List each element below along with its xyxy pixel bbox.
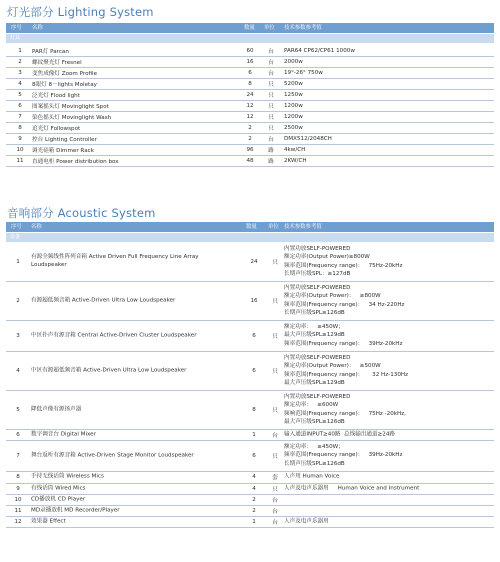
cell-name: 追光灯 Followspot	[32, 125, 81, 132]
table-row	[6, 281, 494, 321]
table-row	[6, 320, 494, 352]
cell-name: PAR灯 Parcan	[32, 48, 69, 55]
cell-name: 舞台返听有源音箱 Active-Driven Stage Monitor Loudspeaker	[31, 452, 194, 459]
cell-spec	[284, 283, 404, 317]
cell-name: 效果器 Effect	[31, 518, 66, 525]
cell-unit: 台	[268, 59, 274, 66]
cell-spec: 1200w	[284, 102, 303, 109]
cell-qty: 2	[248, 135, 252, 142]
cell-spec: 5200w	[284, 80, 303, 87]
spec-line: 频率范围(Frequency range)： 32 Hz-130Hz	[284, 371, 409, 378]
cell-no: 11	[14, 507, 22, 514]
table-row	[6, 242, 494, 282]
lighting-table-header	[6, 23, 494, 33]
spec-line: 长期声压级SPL≥126dB	[284, 310, 345, 317]
cell-no: 8	[18, 124, 22, 131]
lighting-section-title: 灯光部分 Lighting System	[7, 5, 154, 19]
spec-line: 人声用 Human Voice	[284, 473, 340, 480]
cell-spec: 4kw/CH	[284, 146, 306, 153]
cell-qty: 60	[246, 47, 254, 54]
cell-qty: 24	[246, 91, 254, 98]
cell-qty: 6	[252, 367, 256, 374]
cell-name: 调光硅箱 Dimmer Rack	[32, 147, 94, 154]
cell-qty: 8	[252, 406, 256, 413]
cell-qty: 16	[246, 58, 254, 65]
cell-qty: 12	[246, 113, 254, 120]
cell-name: CD播放机 CD Player	[31, 496, 86, 503]
header-name: 名称	[32, 25, 43, 31]
cell-no: 8	[16, 474, 20, 480]
cell-qty: 12	[246, 102, 254, 109]
cell-name: 降低声像有源扬声器	[31, 406, 82, 413]
header-unit: 单位	[268, 224, 279, 230]
spec-line: 最大声压级SPL≥129dB	[284, 380, 345, 387]
table-row	[6, 390, 494, 430]
cell-spec	[284, 443, 402, 469]
cell-qty: 24	[250, 258, 258, 265]
cell-spec: PAR64 CP62/CP61 1000w	[284, 47, 355, 54]
spec-line: 内置功放SELF-POWERED	[284, 354, 351, 361]
cell-name: 有源全频线性阵列音箱 Active Driven Full Frequency Line Array Loudspeaker	[31, 253, 199, 269]
spec-line: 额定功率(Output Power)≥800W	[284, 253, 370, 260]
cell-no: 1	[18, 47, 22, 54]
cell-name: 中区扑声有源音箱 Central Active-Driven Cluster Loudspeaker	[31, 332, 197, 339]
header-unit: 单位	[264, 25, 275, 31]
cell-unit: 只	[268, 114, 274, 121]
spec-line: 长期声压级SPL：≥127dB	[284, 271, 351, 278]
cell-name: 中区有源超低频音箱 Active-Driven Ultra Low Loudspeaker	[31, 367, 187, 374]
header-no: 序号	[11, 25, 22, 31]
cell-no: 5	[16, 406, 20, 413]
cell-spec: 2KW/CH	[284, 157, 307, 164]
cell-unit: 只	[272, 368, 278, 375]
cell-no: 7	[18, 113, 22, 120]
spec-line: 长期声压级SPL≥126dB	[284, 460, 345, 467]
spec-line: 额定功率(Output Power)： ≥800W	[284, 292, 381, 299]
cell-qty: 2	[248, 124, 252, 131]
spec-line: 内置功放SELF-POWERED	[284, 284, 351, 291]
cell-spec	[284, 430, 395, 439]
cell-name: 控台 Lighting Controller	[32, 136, 97, 143]
cell-name: 直通电柜 Power distribution box	[32, 158, 119, 165]
cell-unit: 路	[268, 147, 274, 154]
cell-qty: 1	[252, 431, 256, 438]
cell-unit: 只	[272, 407, 278, 414]
cell-qty: 6	[252, 332, 256, 339]
cell-no: 9	[16, 485, 20, 492]
cell-no: 2	[16, 297, 20, 304]
cell-unit: 台	[272, 432, 278, 439]
acoustic-section-title: 音响部分 Acoustic System	[7, 206, 156, 220]
cell-unit: 台	[268, 48, 274, 55]
cell-unit: 只	[268, 103, 274, 110]
cell-unit: 台	[268, 136, 274, 143]
spec-line: 额定功率： ≥450W；	[284, 323, 344, 330]
cell-no: 11	[16, 157, 24, 164]
lighting-category-row	[6, 34, 494, 43]
cell-spec	[284, 517, 329, 526]
spec-line: 频率范围(Frequency range)： 39Hz-20kHz	[284, 340, 403, 347]
cell-spec	[284, 353, 408, 387]
cell-qty: 2	[252, 496, 256, 503]
cell-unit: 只	[268, 81, 274, 88]
header-spec: 技术参数参考值	[284, 25, 322, 31]
table-row	[6, 155, 494, 167]
spec-line: 额定功率： ≥600W	[284, 401, 339, 408]
cell-spec	[284, 323, 402, 349]
spec-line: 频率范围(Frequency range)： 39Hz-20kHz	[284, 452, 403, 459]
table-row	[6, 516, 494, 528]
cell-no: 4	[16, 367, 20, 374]
cell-unit: 只	[272, 259, 278, 266]
cell-spec	[284, 473, 339, 482]
lighting-category-label: 灯具	[10, 35, 21, 41]
cell-name: 数字调音台 Digital Mixer	[31, 431, 96, 438]
cell-name: 螺纹聚光灯 Fresnel	[32, 59, 82, 66]
cell-no: 1	[16, 258, 20, 265]
cell-name: 图案摇头灯 Movinglight Spot	[32, 103, 109, 110]
cell-no: 12	[14, 518, 22, 525]
header-spec: 技术参数参考值	[284, 224, 322, 230]
cell-no: 2	[18, 58, 22, 65]
spec-line: 人声及电声乐器用	[284, 518, 329, 525]
cell-unit: 只	[272, 333, 278, 340]
header-no: 序号	[11, 224, 22, 230]
cell-unit: 只	[272, 453, 278, 460]
cell-spec	[284, 392, 406, 426]
cell-unit: 只	[272, 486, 278, 493]
spec-line: 频率范围(Frequency range)： 75Hz-20kHz	[284, 262, 403, 269]
cell-name: 8眼灯 8－lights Moletay	[32, 81, 97, 88]
cell-no: 10	[16, 146, 24, 153]
spec-line: 内置功放SELF-POWERED	[284, 393, 351, 400]
cell-qty: 6	[248, 69, 252, 76]
table-row	[6, 351, 494, 391]
spec-line: 内置功放SELF-POWERED	[284, 245, 351, 252]
spec-line: 额定功率(Output Power)： ≥500W	[284, 362, 381, 369]
cell-qty: 8	[248, 80, 252, 87]
header-qty: 数量	[246, 224, 257, 230]
cell-no: 6	[16, 431, 20, 438]
spec-line: 额定功率： ≥450W；	[284, 443, 344, 450]
cell-spec: DMX512/2048CH	[284, 135, 332, 142]
cell-qty: 4	[252, 485, 256, 492]
cell-unit: 路	[268, 158, 274, 165]
cell-qty: 6	[252, 452, 256, 459]
acoustic-table-header	[6, 222, 494, 232]
cell-qty: 4	[252, 474, 256, 480]
spec-line: 频响范围(Frequency range)： 75Hz -20kHz,	[284, 410, 406, 417]
cell-spec: 1200w	[284, 113, 303, 120]
spec-line: 最大声压级SPL≥126dB	[284, 419, 345, 426]
acoustic-category-label: 设备	[10, 234, 21, 240]
spec-line: 频率范围(Frequency range)： 34 Hz-220Hz	[284, 301, 405, 308]
cell-qty: 1	[252, 518, 256, 525]
cell-qty: 2	[252, 507, 256, 514]
cell-no: 6	[18, 102, 22, 109]
cell-unit: 台	[272, 497, 278, 504]
header-qty: 数量	[244, 25, 255, 31]
cell-unit: 只	[268, 125, 274, 132]
cell-qty: 16	[250, 297, 258, 304]
cell-unit: 只	[268, 92, 274, 99]
cell-qty: 96	[246, 146, 254, 153]
spec-line: 人声及电声乐器用 Human Voice and Instrument	[284, 485, 420, 492]
cell-spec: 19°-26° 750w	[284, 69, 323, 76]
cell-unit: 台	[268, 70, 274, 77]
cell-unit: 台	[272, 508, 278, 515]
cell-unit: 台	[272, 519, 278, 526]
cell-name: 手持无线话筒 Wireless Mics	[31, 473, 104, 480]
cell-no: 9	[18, 135, 22, 142]
cell-spec: 2000w	[284, 58, 303, 65]
cell-name: 变焦成像灯 Zoom Profile	[32, 70, 98, 77]
cell-name: 有线话筒 Wired Mics	[31, 485, 86, 492]
header-name: 名称	[31, 224, 42, 230]
cell-name: 有源超低频音箱 Active-Driven Ultra Low Loudspeaker	[31, 297, 176, 304]
cell-no: 5	[18, 91, 22, 98]
cell-no: 3	[16, 332, 20, 339]
cell-spec	[284, 484, 419, 493]
acoustic-category-row	[6, 233, 494, 242]
cell-unit: 套	[272, 475, 278, 481]
table-row	[6, 440, 494, 472]
cell-no: 4	[18, 80, 22, 87]
cell-name: 染色摇头灯 Movinglight Wash	[32, 114, 112, 121]
cell-name: 泛光灯 Flood light	[32, 92, 80, 99]
cell-no: 10	[14, 496, 22, 503]
cell-qty: 48	[246, 157, 254, 164]
spec-line: 最大声压级SPL≥129dB	[284, 332, 345, 339]
cell-no: 3	[18, 69, 22, 76]
cell-unit: 只	[272, 298, 278, 305]
cell-spec: 2500w	[284, 124, 303, 131]
cell-spec	[284, 244, 402, 278]
cell-no: 7	[16, 452, 20, 459]
cell-name: MD录播放机 MD Recorder/Player	[31, 507, 120, 514]
cell-spec: 1250w	[284, 91, 303, 98]
spec-line: 输入通道INPUT≥40路 总线输出通道≥24路	[284, 431, 396, 438]
